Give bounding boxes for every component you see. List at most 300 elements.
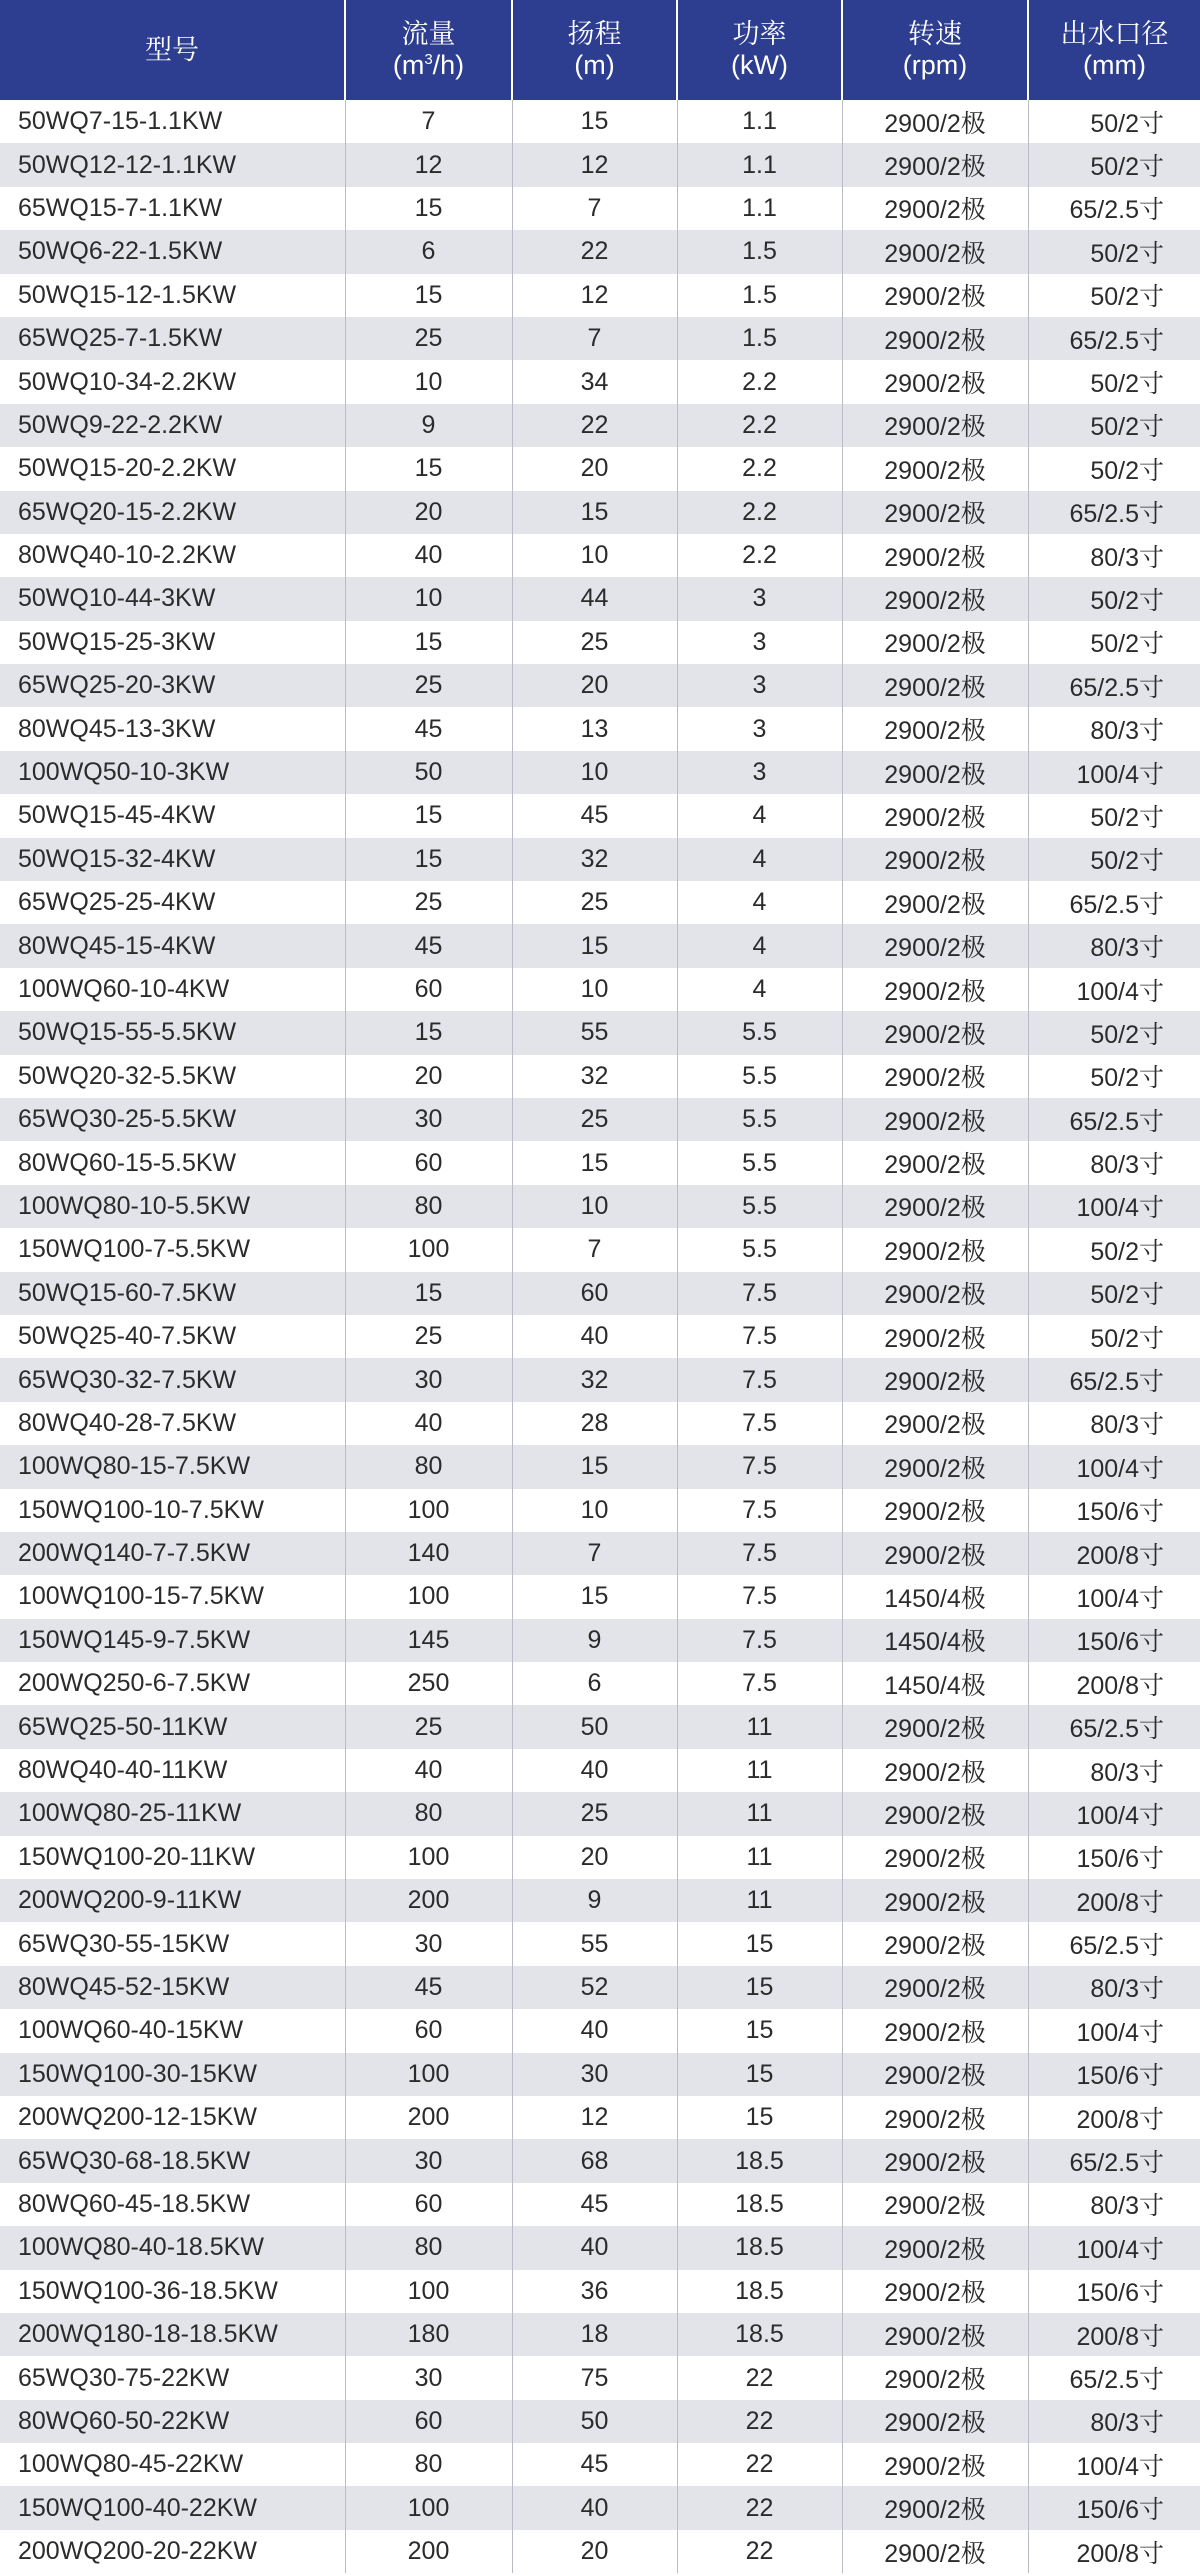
header-flow [345,0,512,100]
table-header [0,0,1200,100]
cell-speed: 2900/2极 [842,1055,1028,1098]
header-model [0,0,345,100]
cell-model: 50WQ15-32-4KW [0,838,345,881]
cell-head: 6 [512,1662,677,1705]
cell-model: 50WQ9-22-2.2KW [0,404,345,447]
cell-power: 22 [677,2356,842,2399]
cell-outlet: 65/2.5寸 [1028,1922,1200,1965]
header-head-label: 扬程 [567,19,622,49]
cell-power: 1.1 [677,187,842,230]
header-outlet-label: 出水口径 [1060,19,1169,49]
cell-speed: 2900/2极 [842,1445,1028,1488]
table-row [0,187,1200,230]
cell-outlet: 65/2.5寸 [1028,2139,1200,2182]
cell-speed: 2900/2极 [842,968,1028,1011]
cell-outlet: 150/6寸 [1028,1619,1200,1662]
cell-head: 20 [512,447,677,490]
cell-power: 18.5 [677,2183,842,2226]
cell-outlet: 80/3寸 [1028,2183,1200,2226]
table-row [0,2226,1200,2269]
cell-flow: 100 [345,2486,512,2529]
cell-head: 52 [512,1966,677,2009]
cell-speed: 2900/2极 [842,187,1028,230]
cell-outlet: 100/4寸 [1028,1185,1200,1228]
cell-flow: 12 [345,143,512,186]
cell-speed: 2900/2极 [842,1272,1028,1315]
cell-power: 3 [677,751,842,794]
cell-speed: 2900/2极 [842,1228,1028,1271]
cell-outlet: 80/3寸 [1028,1749,1200,1792]
cell-power: 2.2 [677,534,842,577]
cell-speed: 2900/2极 [842,534,1028,577]
cell-head: 20 [512,2530,677,2573]
cell-speed: 2900/2极 [842,1315,1028,1358]
table-row [0,1272,1200,1315]
cell-model: 50WQ7-15-1.1KW [0,100,345,143]
cell-speed: 2900/2极 [842,317,1028,360]
cell-head: 9 [512,1879,677,1922]
cell-speed: 2900/2极 [842,1011,1028,1054]
cell-model: 50WQ15-60-7.5KW [0,1272,345,1315]
cell-model: 100WQ80-40-18.5KW [0,2226,345,2269]
table-row [0,1098,1200,1141]
cell-flow: 180 [345,2313,512,2356]
cell-speed: 2900/2极 [842,1966,1028,2009]
cell-head: 10 [512,534,677,577]
cell-model: 80WQ40-28-7.5KW [0,1402,345,1445]
header-speed-unit: (rpm) [902,50,968,80]
table-row [0,491,1200,534]
cell-flow: 50 [345,751,512,794]
cell-outlet: 200/8寸 [1028,1879,1200,1922]
cell-model: 50WQ15-55-5.5KW [0,1011,345,1054]
cell-flow: 25 [345,317,512,360]
cell-power: 7.5 [677,1532,842,1575]
cell-outlet: 65/2.5寸 [1028,491,1200,534]
cell-model: 150WQ100-36-18.5KW [0,2270,345,2313]
table-row [0,1402,1200,1445]
cell-head: 20 [512,1836,677,1879]
cell-model: 200WQ200-9-11KW [0,1879,345,1922]
table-row [0,794,1200,837]
cell-outlet: 100/4寸 [1028,1792,1200,1835]
cell-model: 50WQ10-34-2.2KW [0,360,345,403]
cell-flow: 60 [345,1141,512,1184]
cell-speed: 2900/2极 [842,1489,1028,1532]
cell-flow: 15 [345,838,512,881]
cell-flow: 80 [345,1445,512,1488]
cell-power: 7.5 [677,1272,842,1315]
cell-outlet: 50/2寸 [1028,1228,1200,1271]
table-row [0,1922,1200,1965]
cell-flow: 15 [345,274,512,317]
cell-model: 100WQ80-10-5.5KW [0,1185,345,1228]
cell-model: 50WQ25-40-7.5KW [0,1315,345,1358]
header-flow-label: 流量 [401,19,456,49]
cell-speed: 2900/2极 [842,2356,1028,2399]
cell-speed: 2900/2极 [842,1792,1028,1835]
cell-head: 55 [512,1011,677,1054]
header-power [677,0,842,100]
cell-flow: 45 [345,1966,512,2009]
cell-outlet: 65/2.5寸 [1028,1098,1200,1141]
table-row [0,143,1200,186]
header-model-label: 型号 [145,34,199,65]
cell-power: 4 [677,794,842,837]
cell-head: 50 [512,2400,677,2443]
cell-model: 100WQ60-40-15KW [0,2009,345,2052]
cell-flow: 100 [345,1836,512,1879]
cell-flow: 100 [345,1489,512,1532]
cell-power: 3 [677,577,842,620]
cell-power: 4 [677,968,842,1011]
cell-model: 50WQ10-44-3KW [0,577,345,620]
cell-flow: 100 [345,2053,512,2096]
table-row [0,1445,1200,1488]
cell-speed: 2900/2极 [842,881,1028,924]
cell-head: 7 [512,317,677,360]
cell-head: 15 [512,1141,677,1184]
cell-outlet: 200/8寸 [1028,2313,1200,2356]
cell-model: 200WQ200-20-22KW [0,2530,345,2573]
cell-head: 45 [512,2183,677,2226]
cell-speed: 2900/2极 [842,2313,1028,2356]
cell-power: 4 [677,924,842,967]
table-row [0,968,1200,1011]
table-body [0,100,1200,2573]
cell-flow: 60 [345,2400,512,2443]
cell-outlet: 80/3寸 [1028,2400,1200,2443]
cell-head: 20 [512,664,677,707]
table-row [0,1792,1200,1835]
cell-power: 1.1 [677,143,842,186]
cell-power: 1.5 [677,230,842,273]
cell-head: 50 [512,1705,677,1748]
cell-model: 80WQ60-45-18.5KW [0,2183,345,2226]
cell-head: 32 [512,838,677,881]
cell-model: 100WQ100-15-7.5KW [0,1575,345,1618]
cell-power: 11 [677,1792,842,1835]
cell-model: 150WQ100-20-11KW [0,1836,345,1879]
cell-model: 50WQ15-45-4KW [0,794,345,837]
table-row [0,2270,1200,2313]
cell-flow: 140 [345,1532,512,1575]
cell-head: 7 [512,1228,677,1271]
cell-flow: 40 [345,1749,512,1792]
cell-head: 15 [512,491,677,534]
cell-model: 65WQ15-7-1.1KW [0,187,345,230]
table-row [0,1315,1200,1358]
cell-power: 1.1 [677,100,842,143]
cell-model: 50WQ15-25-3KW [0,621,345,664]
cell-power: 7.5 [677,1402,842,1445]
cell-model: 65WQ25-50-11KW [0,1705,345,1748]
cell-outlet: 200/8寸 [1028,2530,1200,2573]
cell-outlet: 50/2寸 [1028,100,1200,143]
cell-head: 18 [512,2313,677,2356]
cell-power: 11 [677,1836,842,1879]
cell-model: 65WQ30-32-7.5KW [0,1358,345,1401]
table-row [0,577,1200,620]
table-row [0,2530,1200,2573]
cell-speed: 2900/2极 [842,143,1028,186]
cell-outlet: 100/4寸 [1028,2443,1200,2486]
cell-head: 13 [512,707,677,750]
table-row [0,2096,1200,2139]
cell-head: 45 [512,794,677,837]
header-outlet-unit: (mm) [1083,50,1146,80]
cell-power: 15 [677,1922,842,1965]
table-row [0,2183,1200,2226]
table-row [0,1836,1200,1879]
cell-flow: 100 [345,2270,512,2313]
cell-flow: 80 [345,2226,512,2269]
cell-outlet: 150/6寸 [1028,2486,1200,2529]
cell-model: 80WQ45-13-3KW [0,707,345,750]
table-row [0,1705,1200,1748]
cell-outlet: 80/3寸 [1028,1402,1200,1445]
cell-speed: 2900/2极 [842,1749,1028,1792]
cell-power: 1.5 [677,274,842,317]
table-row [0,317,1200,360]
cell-power: 7.5 [677,1619,842,1662]
cell-outlet: 65/2.5寸 [1028,2356,1200,2399]
cell-flow: 60 [345,2183,512,2226]
cell-outlet: 200/8寸 [1028,1662,1200,1705]
cell-speed: 2900/2极 [842,2270,1028,2313]
table-row [0,1749,1200,1792]
cell-head: 15 [512,100,677,143]
cell-power: 18.5 [677,2313,842,2356]
cell-flow: 200 [345,1879,512,1922]
cell-flow: 30 [345,2139,512,2182]
cell-outlet: 50/2寸 [1028,447,1200,490]
header-speed-label: 转速 [908,19,962,49]
cell-model: 80WQ40-40-11KW [0,1749,345,1792]
cell-head: 40 [512,1749,677,1792]
cell-power: 4 [677,838,842,881]
cell-head: 10 [512,1185,677,1228]
cell-head: 22 [512,404,677,447]
cell-flow: 80 [345,1792,512,1835]
cell-flow: 100 [345,1228,512,1271]
cell-outlet: 50/2寸 [1028,1315,1200,1358]
cell-speed: 2900/2极 [842,1098,1028,1141]
table-row [0,1966,1200,2009]
cell-head: 40 [512,2009,677,2052]
cell-head: 12 [512,143,677,186]
cell-power: 18.5 [677,2226,842,2269]
cell-power: 2.2 [677,404,842,447]
cell-model: 150WQ100-30-15KW [0,2053,345,2096]
cell-model: 200WQ200-12-15KW [0,2096,345,2139]
header-power-label: 功率 [732,19,787,49]
cell-power: 2.2 [677,491,842,534]
cell-outlet: 65/2.5寸 [1028,1358,1200,1401]
cell-head: 36 [512,2270,677,2313]
cell-head: 34 [512,360,677,403]
table-row [0,707,1200,750]
cell-model: 50WQ15-20-2.2KW [0,447,345,490]
cell-flow: 30 [345,2356,512,2399]
cell-outlet: 65/2.5寸 [1028,664,1200,707]
cell-power: 15 [677,2096,842,2139]
cell-outlet: 50/2寸 [1028,794,1200,837]
table-row [0,881,1200,924]
cell-outlet: 50/2寸 [1028,274,1200,317]
cell-model: 65WQ25-7-1.5KW [0,317,345,360]
cell-model: 50WQ15-12-1.5KW [0,274,345,317]
cell-model: 80WQ45-15-4KW [0,924,345,967]
cell-power: 11 [677,1705,842,1748]
cell-speed: 1450/4极 [842,1662,1028,1705]
cell-speed: 2900/2极 [842,2139,1028,2182]
cell-head: 44 [512,577,677,620]
cell-power: 5.5 [677,1055,842,1098]
cell-power: 1.5 [677,317,842,360]
cell-speed: 2900/2极 [842,2183,1028,2226]
cell-power: 2.2 [677,360,842,403]
cell-model: 65WQ25-25-4KW [0,881,345,924]
cell-flow: 40 [345,534,512,577]
cell-power: 5.5 [677,1185,842,1228]
table-row [0,1185,1200,1228]
cell-power: 7.5 [677,1489,842,1532]
cell-outlet: 50/2寸 [1028,1055,1200,1098]
cell-head: 10 [512,968,677,1011]
table-row [0,2053,1200,2096]
cell-flow: 60 [345,2009,512,2052]
cell-head: 45 [512,2443,677,2486]
cell-power: 4 [677,881,842,924]
cell-flow: 20 [345,1055,512,1098]
header-flow-unit-suffix: /h) [432,50,465,80]
cell-head: 60 [512,1272,677,1315]
table-row [0,100,1200,143]
cell-flow: 40 [345,1402,512,1445]
cell-model: 200WQ180-18-18.5KW [0,2313,345,2356]
cell-speed: 2900/2极 [842,1705,1028,1748]
cell-head: 9 [512,1619,677,1662]
cell-head: 30 [512,2053,677,2096]
cell-flow: 200 [345,2096,512,2139]
cell-speed: 2900/2极 [842,230,1028,273]
cell-head: 55 [512,1922,677,1965]
cell-model: 100WQ60-10-4KW [0,968,345,1011]
cell-power: 5.5 [677,1098,842,1141]
cell-flow: 60 [345,968,512,1011]
cell-outlet: 150/6寸 [1028,2053,1200,2096]
cell-outlet: 50/2寸 [1028,360,1200,403]
table-row [0,751,1200,794]
cell-outlet: 50/2寸 [1028,143,1200,186]
cell-outlet: 80/3寸 [1028,924,1200,967]
cell-head: 75 [512,2356,677,2399]
cell-head: 7 [512,187,677,230]
cell-model: 80WQ40-10-2.2KW [0,534,345,577]
cell-flow: 25 [345,881,512,924]
header-flow-unit [346,50,511,81]
cell-speed: 2900/2极 [842,1532,1028,1575]
cell-power: 7.5 [677,1315,842,1358]
cell-head: 68 [512,2139,677,2182]
cell-power: 22 [677,2486,842,2529]
table-row [0,404,1200,447]
cell-power: 2.2 [677,447,842,490]
cell-head: 10 [512,1489,677,1532]
cell-flow: 25 [345,1315,512,1358]
table-row [0,1141,1200,1184]
cell-model: 200WQ250-6-7.5KW [0,1662,345,1705]
cell-power: 18.5 [677,2270,842,2313]
table-row [0,1879,1200,1922]
cell-model: 50WQ12-12-1.1KW [0,143,345,186]
cell-speed: 2900/2极 [842,1141,1028,1184]
cell-flow: 30 [345,1358,512,1401]
cell-outlet: 65/2.5寸 [1028,317,1200,360]
table-row [0,1662,1200,1705]
table-row [0,1055,1200,1098]
cell-speed: 2900/2极 [842,447,1028,490]
cell-outlet: 150/6寸 [1028,1489,1200,1532]
cell-speed: 2900/2极 [842,1836,1028,1879]
cell-speed: 2900/2极 [842,838,1028,881]
table-row [0,274,1200,317]
cell-outlet: 50/2寸 [1028,404,1200,447]
cell-speed: 2900/2极 [842,2226,1028,2269]
cell-outlet: 150/6寸 [1028,1836,1200,1879]
cell-outlet: 100/4寸 [1028,2009,1200,2052]
cell-outlet: 50/2寸 [1028,621,1200,664]
cell-speed: 2900/2极 [842,751,1028,794]
cell-power: 7.5 [677,1445,842,1488]
cell-power: 22 [677,2443,842,2486]
cell-head: 32 [512,1358,677,1401]
cell-speed: 2900/2极 [842,2053,1028,2096]
cell-flow: 10 [345,577,512,620]
cell-outlet: 150/6寸 [1028,2270,1200,2313]
cell-head: 25 [512,881,677,924]
cell-outlet: 50/2寸 [1028,838,1200,881]
cell-speed: 2900/2极 [842,2400,1028,2443]
cell-flow: 15 [345,447,512,490]
cell-speed: 1450/4极 [842,1575,1028,1618]
table-row [0,230,1200,273]
cell-outlet: 100/4寸 [1028,751,1200,794]
cell-flow: 15 [345,794,512,837]
table-row [0,2139,1200,2182]
table-row [0,2009,1200,2052]
table-row [0,1619,1200,1662]
cell-flow: 30 [345,1922,512,1965]
header-power-unit: (kW) [731,50,788,80]
table-row [0,2443,1200,2486]
cell-outlet: 100/4寸 [1028,2226,1200,2269]
table-row [0,1358,1200,1401]
header-flow-unit-prefix: (m [392,50,425,80]
cell-power: 5.5 [677,1141,842,1184]
cell-head: 15 [512,1445,677,1488]
cell-speed: 2900/2极 [842,2530,1028,2573]
table-row [0,838,1200,881]
cell-power: 18.5 [677,2139,842,2182]
cell-outlet: 80/3寸 [1028,707,1200,750]
cell-outlet: 65/2.5寸 [1028,1705,1200,1748]
cell-power: 3 [677,621,842,664]
table-row [0,2356,1200,2399]
table-row [0,664,1200,707]
cell-flow: 45 [345,924,512,967]
